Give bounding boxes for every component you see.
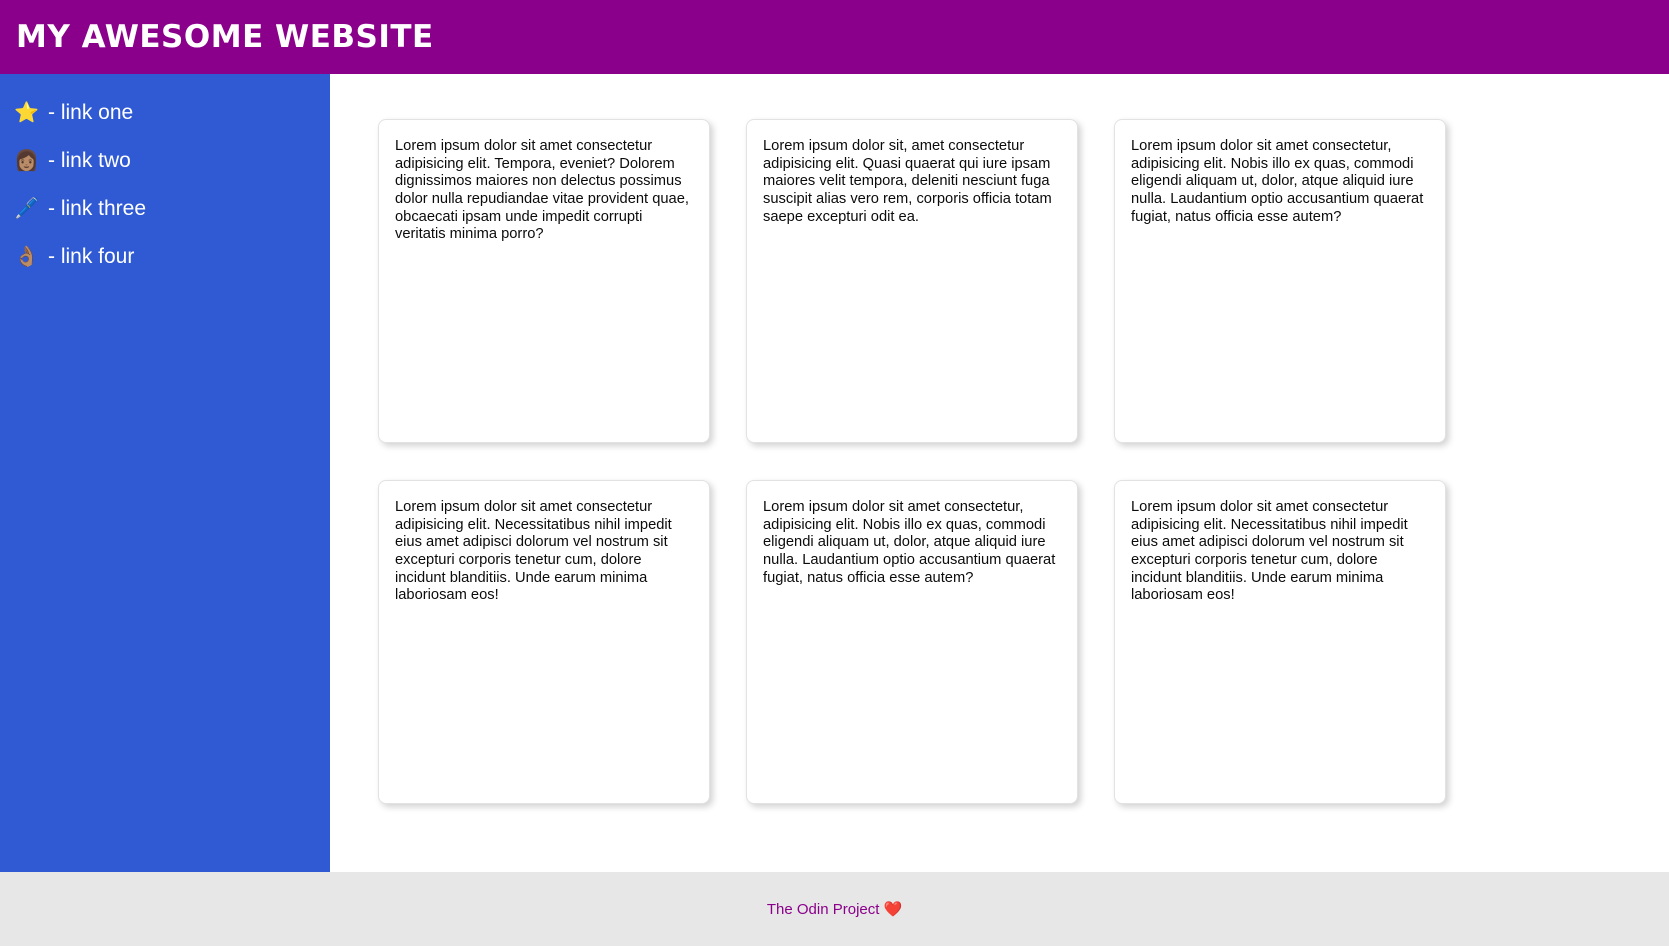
sidebar-item-label: - link one: [48, 101, 134, 124]
card-text: Lorem ipsum dolor sit, amet consectetur adipisicing elit. Quasi quaerat qui iure ipsam maiores velit tempora, deleniti nesciunt fuga suscipit alias vero rem, corporis officia totam saepe excepturi odit ea.: [763, 138, 1052, 225]
card: [746, 480, 1078, 804]
footer-credit: [767, 900, 902, 918]
main-content: [330, 74, 1669, 872]
card: [378, 480, 710, 804]
footer-credit-label: The Odin Project: [766, 901, 880, 918]
star-icon: ⭐: [14, 102, 39, 124]
page-title: MY AWESOME WEBSITE: [16, 19, 434, 55]
sidebar-item-link-two[interactable]: [14, 144, 330, 178]
card-text: Lorem ipsum dolor sit amet consectetur, adipisicing elit. Nobis illo ex quas, commodi eligendi aliquam ut, dolor, atque aliquid iure nulla. Laudantium optio accusantium quaerat fugiat, natus officia esse autem?: [1131, 138, 1424, 225]
woman-icon: 👩🏽: [14, 150, 39, 172]
card: [378, 119, 710, 443]
sidebar-item-link-one[interactable]: [14, 96, 330, 130]
card: [1114, 119, 1446, 443]
site-header: [0, 0, 1669, 74]
ok-hand-icon: 👌🏽: [14, 246, 39, 268]
heart-icon: ❤️: [883, 901, 903, 918]
sidebar-item-link-three[interactable]: [14, 192, 330, 226]
card-text: Lorem ipsum dolor sit amet consectetur, adipisicing elit. Nobis illo ex quas, commodi eligendi aliquam ut, dolor, atque aliquid iure nulla. Laudantium optio accusantium quaerat fugiat, natus officia esse autem?: [763, 499, 1056, 586]
sidebar-nav: [0, 74, 330, 872]
card-text: Lorem ipsum dolor sit amet consectetur adipisicing elit. Necessitatibus nihil impedit eius amet adipisci dolorum vel nostrum sit excepturi corporis tenetur cum, dolore incidunt blanditiis. Unde earum minima laboriosam eos!: [1131, 499, 1408, 604]
sidebar-item-link-four[interactable]: [14, 240, 330, 274]
sidebar-item-label: - link two: [48, 149, 131, 172]
card: [1114, 480, 1446, 804]
card-text: Lorem ipsum dolor sit amet consectetur adipisicing elit. Tempora, eveniet? Dolorem dignissimos maiores non delectus possimus dolor nulla repudiandae vitae provident quae, obcaecati ipsam unde impedit corrupti veritatis minima porro?: [395, 138, 689, 243]
site-footer: [0, 872, 1669, 946]
sidebar-item-label: - link four: [48, 245, 135, 268]
card: [746, 119, 1078, 443]
sidebar-item-label: - link three: [48, 197, 147, 220]
pencil-icon: 🖊️: [14, 198, 39, 220]
card-text: Lorem ipsum dolor sit amet consectetur adipisicing elit. Necessitatibus nihil impedit eius amet adipisci dolorum vel nostrum sit excepturi corporis tenetur cum, dolore incidunt blanditiis. Unde earum minima laboriosam eos!: [395, 499, 672, 604]
card-grid: [378, 119, 1621, 804]
